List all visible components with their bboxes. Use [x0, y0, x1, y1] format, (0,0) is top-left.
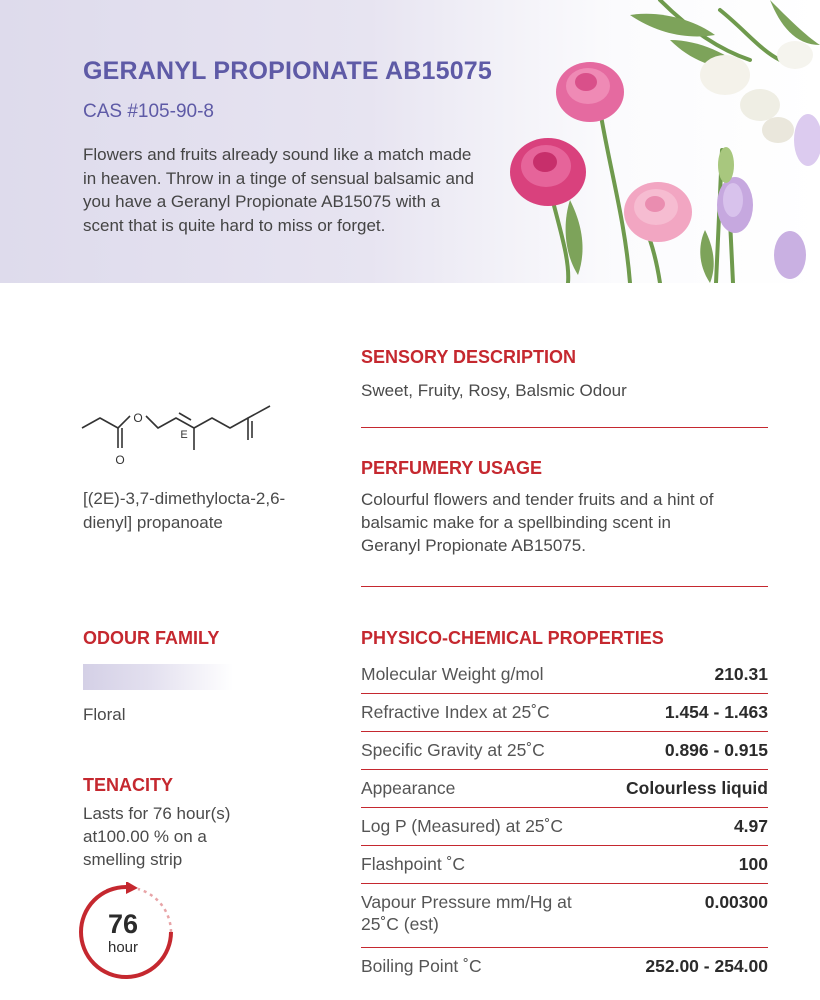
property-label: Refractive Index at 25˚C — [361, 702, 550, 722]
iupac-name: [(2E)-3,7-dimethylocta-2,6-dienyl] propanoate — [83, 489, 286, 532]
table-row — [361, 656, 768, 694]
property-value: 4.97 — [733, 816, 768, 836]
tenacity-heading: TENACITY — [83, 775, 173, 795]
property-value: 1.454 - 1.463 — [664, 702, 768, 722]
property-value: 210.31 — [714, 664, 768, 684]
property-value: Colourless liquid — [626, 778, 768, 798]
cas-number: CAS #105-90-8 — [83, 101, 214, 122]
odour-family-heading: ODOUR FAMILY — [83, 628, 220, 648]
molecule-structure — [80, 402, 290, 472]
perfumery-text: Colourful flowers and tender fruits and a hint of balsamic make for a spellbinding scent in Geranyl Propionate AB15075. — [361, 490, 714, 555]
property-value: 0.00300 — [704, 892, 768, 912]
table-row — [361, 808, 768, 846]
property-label: Flashpoint ˚C — [361, 854, 466, 874]
odour-family-value: Floral — [83, 705, 126, 724]
divider — [361, 427, 768, 428]
odour-color-swatch — [83, 664, 233, 690]
atom-label-oxygen-ester: O — [133, 411, 143, 425]
table-row — [361, 846, 768, 884]
properties-heading: PHYSICO-CHEMICAL PROPERTIES — [361, 628, 664, 648]
perfumery-heading: PERFUMERY USAGE — [361, 458, 543, 478]
tenacity-badge-unit: hour — [107, 939, 139, 956]
properties-table — [361, 656, 768, 986]
sensory-text: Sweet, Fruity, Rosy, Balsmic Odour — [361, 381, 627, 400]
property-value: 0.896 - 0.915 — [664, 740, 768, 760]
property-label: Log P (Measured) at 25˚C — [361, 816, 564, 836]
sensory-heading: SENSORY DESCRIPTION — [361, 347, 577, 367]
table-row — [361, 694, 768, 732]
tenacity-badge-number: 76 — [107, 909, 139, 939]
table-row — [361, 948, 768, 986]
property-label: Vapour Pressure mm/Hg at 25˚C (est) — [361, 892, 572, 934]
property-value: 100 — [738, 854, 768, 874]
table-row — [361, 732, 768, 770]
flower-illustration — [490, 0, 820, 283]
property-value: 252.00 - 254.00 — [645, 956, 768, 976]
table-row — [361, 770, 768, 808]
product-description: Flowers and fruits already sound like a match made in heaven. Throw in a tinge of sensual balsamic and you have a Geranyl Propionate AB15075 with a scent that is quite hard to miss or forget. — [83, 145, 474, 235]
property-label: Specific Gravity at 25˚C — [361, 740, 545, 760]
property-label: Molecular Weight g/mol — [361, 664, 544, 684]
tenacity-text: Lasts for 76 hour(s) at100.00 % on a smelling strip — [83, 804, 231, 869]
atom-label-oxygen-carbonyl: O — [115, 453, 125, 467]
stereo-descriptor-label: E — [180, 429, 188, 441]
product-title: GERANYL PROPIONATE AB15075 — [83, 57, 493, 85]
hero-banner — [0, 0, 820, 283]
divider — [361, 586, 768, 587]
property-label: Appearance — [361, 778, 456, 798]
property-label: Boiling Point ˚C — [361, 956, 482, 976]
table-row — [361, 884, 768, 948]
